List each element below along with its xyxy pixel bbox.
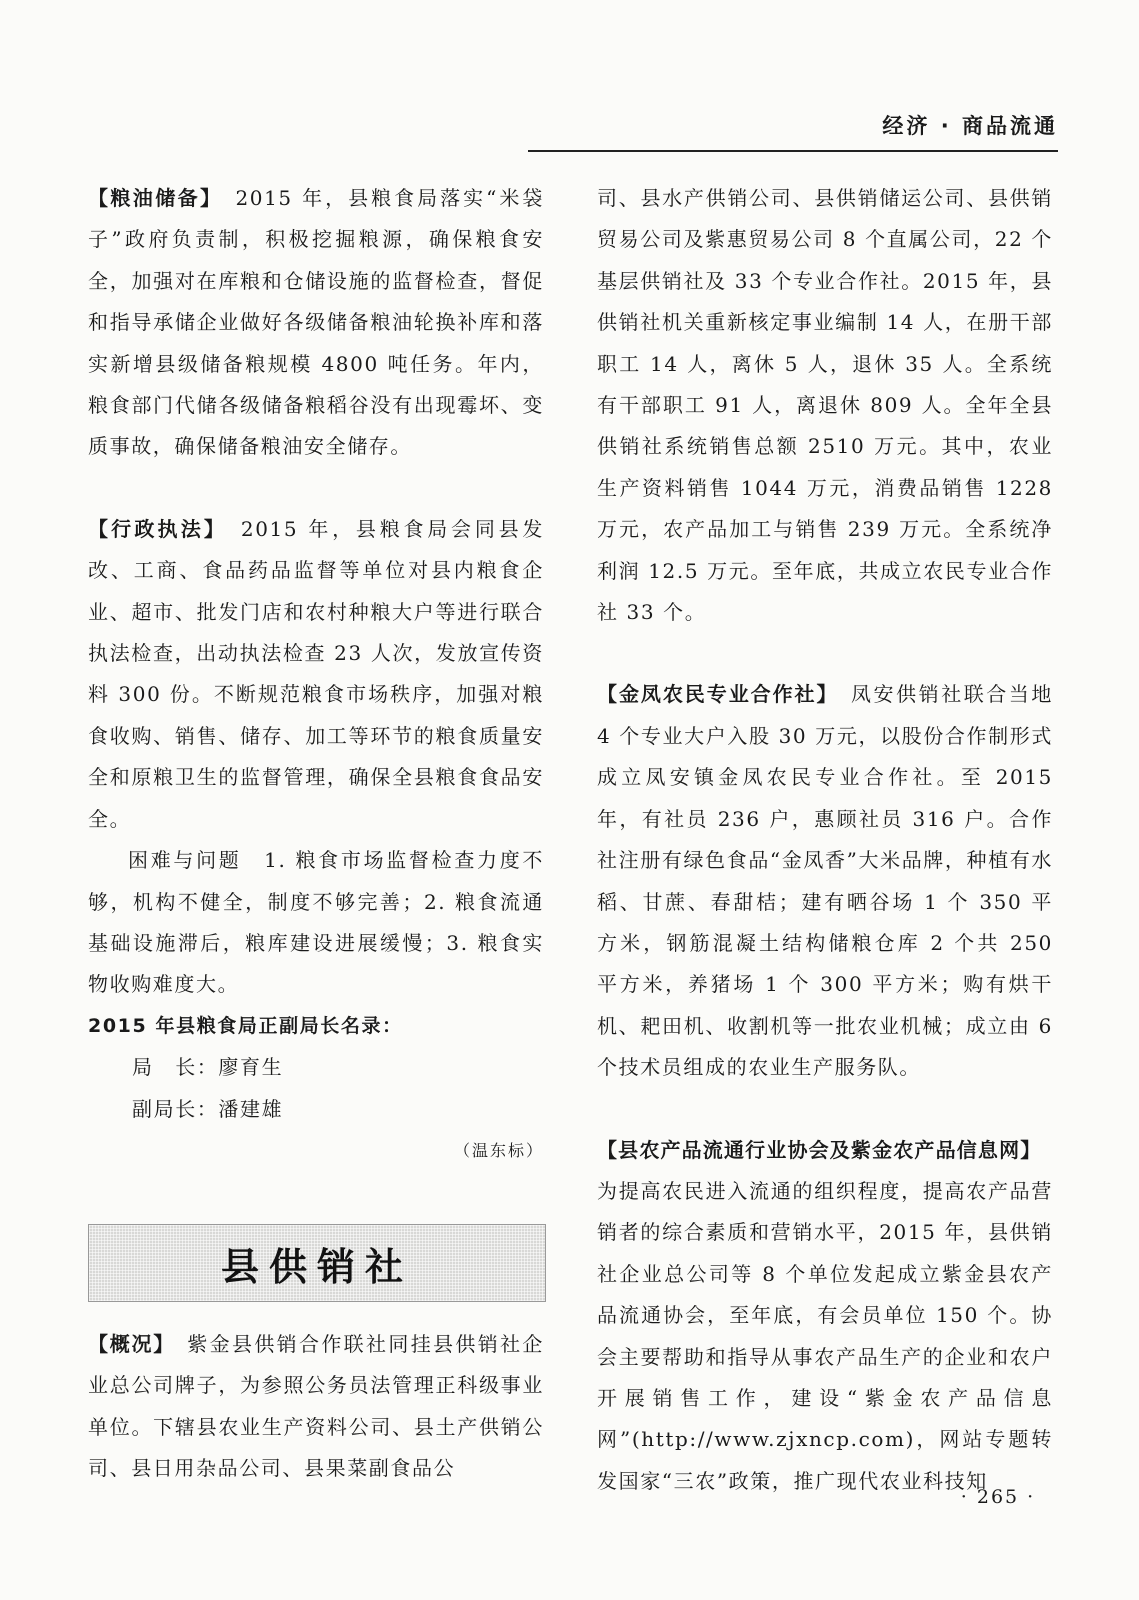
spacer <box>597 1089 1053 1130</box>
overview-section <box>88 1324 544 1490</box>
paragraph-overview <box>88 1324 544 1490</box>
paragraph-text: 2015 年，县粮食局落实“米袋子”政府负责制，积极挖掘粮源，确保粮食安全，加强对在库粮和仓储设施的监督检查，督促和指导承储企业做好各级储备粮油轮换补库和落实新增县级储备粮规模 4800 吨任务。年内，粮食部门代储各级储备粮稻谷没有出现霉坏、变质事故，确保储备粮油安全储存。 <box>88 186 544 459</box>
page-number: · 265 · <box>960 1486 1036 1508</box>
paragraph-overview-continued: 司、县水产供销公司、县供销储运公司、县供销贸易公司及紫惠贸易公司 8 个直属公司，22 个基层供销社及 33 个专业合作社。2015 年，县供销社机关重新核定事业编制 14 人，在册干部职工 14 人，离休 5 人，退休 35 人。全系统有干部职工 91 人，离退休 809 人。全年全县供销社系统销售总额 2510 万元。其中，农业生产资料销售 1044 万元，消费品销售 1228 万元，农产品加工与销售 239 万元。全系统净利润 12.5 万元。至年底，共成立农民专业合作社 33 个。 <box>597 186 1053 625</box>
paragraph-grain-oil-reserve <box>88 178 544 468</box>
section-banner-title: 县供销社 <box>220 1244 413 1289</box>
right-column <box>597 178 1053 1502</box>
paragraph-text: 2015 年，县粮食局会同县发改、工商、食品药品监督等单位对县内粮食企业、超市、批发门店和农村种粮大户等进行联合执法检查，出动执法检查 23 人次，发放宣传资料 300 份。不断规范粮食市场秩序，加强对粮食收购、销售、储存、加工等环节的粮食质量安全和原粮卫生的监督管理，确保全县粮食食品安全。 <box>88 516 544 831</box>
section-tag: 【金凤农民专业合作社】 <box>597 682 829 707</box>
running-header: 经济 · 商品流通 <box>882 114 1058 138</box>
paragraph-text: 为提高农民进入流通的组织程度，提高农产品营销者的综合素质和营销水平，2015 年，县供销社企业总公司等 8 个单位发起成立紫金县农产品流通协会，至年底，有会员单位 150 个。协会主要帮助和指导从事农产品生产的企业和农户开展销售工作，建设“紫金农产品信息网”(http://www.zjxncp.com)，网站专题转发国家“三农”政策，推广现代农业科技知 <box>597 1137 1053 1493</box>
section-tag: 【概况】 <box>88 1332 165 1356</box>
section-tag: 【县农产品流通行业协会及紫金农产品信息网】 <box>597 1137 1032 1162</box>
section-tag: 【行政执法】 <box>88 516 218 541</box>
paragraph-jinfeng-cooperative <box>597 674 1053 1088</box>
spacer <box>88 468 544 509</box>
roster-title: 2015 年县粮食局正副局长名录： <box>88 1014 403 1037</box>
paragraph-association-website <box>597 1130 1053 1503</box>
header-rule <box>528 150 1058 152</box>
paragraph-administrative-enforcement <box>88 509 544 840</box>
spacer <box>597 633 1053 674</box>
roster-deputy-director: 副局长：潘建雄 <box>132 1096 284 1121</box>
author-credit: （温东标） <box>453 1140 544 1160</box>
roster-director: 局 长：廖育生 <box>132 1055 284 1080</box>
paragraph-text: 凤安供销社联合当地 4 个专业大户入股 30 万元，以股份合作制形式成立凤安镇金凤农民专业合作社。至 2015 年，有社员 236 户，惠顾社员 316 户。合作社注册有绿色食品“金凤香”大米品牌，种植有水稻、甘蔗、春甜桔；建有晒谷场 1 个 350 平方米，钢筋混凝土结构储粮仓库 2 个共 250 平方米，养猪场 1 个 300 平方米；购有烘干机、耙田机、收割机等一批农业机械；成立由 6 个技术员组成的农业生产服务队。 <box>597 682 1054 1080</box>
left-column <box>88 178 544 1171</box>
paragraph-text: 紫金县供销合作联社同挂县供销社企业总公司牌子，为参照公务员法管理正科级事业单位。下辖县农业生产资料公司、县土产供销公司、县日用杂品公司、县果菜副食品公 <box>88 1332 545 1481</box>
paragraph-difficulties: 困难与问题 1. 粮食市场监督检查力度不够，机构不健全，制度不够完善；2. 粮食流通基础设施滞后，粮库建设进展缓慢；3. 粮食实物收购难度大。 <box>88 848 544 997</box>
section-banner <box>88 1224 546 1302</box>
section-tag: 【粮油储备】 <box>88 186 213 210</box>
